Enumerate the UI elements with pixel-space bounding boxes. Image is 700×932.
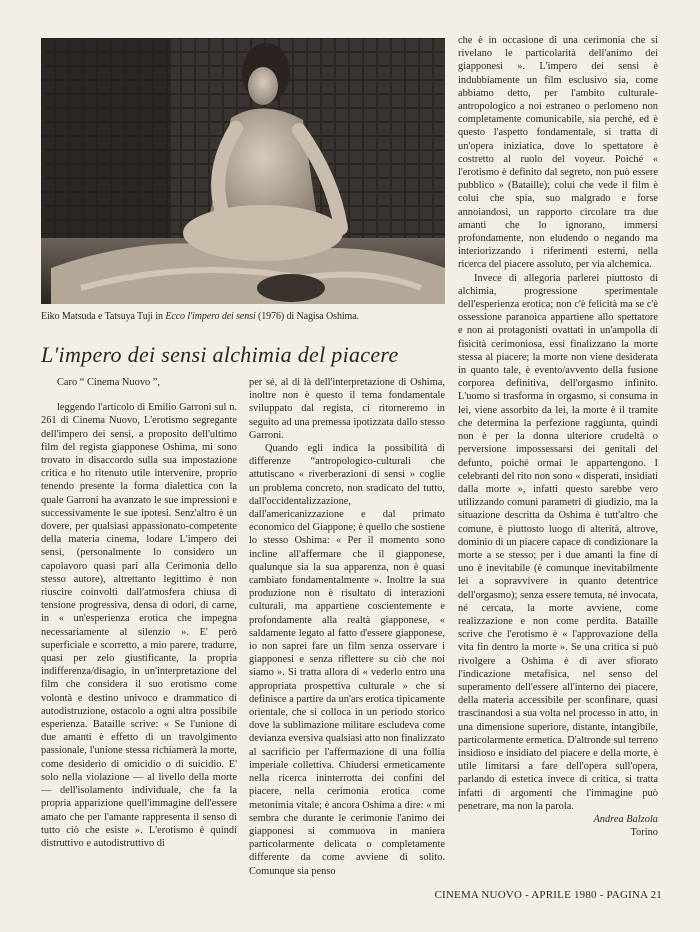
article-headline: L'impero dei sensi alchimia del piacere [41,342,399,367]
letter-salutation: Caro “ Cinema Nuovo ”, [57,377,161,388]
author-city: Torino [630,827,658,839]
column-middle-paragraph-1: per sé, al di là dell'interpretazione di Oshima, inoltre non è questo il tema fondamentale sviluppato dal regista, ci ritorneremo in seguito ad una premessa ipotizzata dallo stesso Garroni. [249,377,445,441]
column-left [41,376,237,850]
photo-caption [41,310,445,323]
column-left-paragraph: leggendo l'articolo di Emilio Garroni sul n. 261 di Cinema Nuovo, L'erotismo segregante dell'impero dei sensi, a proposito dell'ultimo film del regista giapponese Oshima, mi sono trovato in disaccordo sulla sua impostazione critica e ho ritenuto utile intervenire, proprio tenendo presente la forma dialettica con la quale Garroni ha avanzato le sue impressioni e successivamente le sue ipotesi. Senz'altro è un dovere, per qualsiasi appassionato-competente della materia cinema, lodare L'impero dei sensi, (personalmente lo considero un capolavoro quasi pari alla Cerimonia dello stesso autore), altrettanto legittimo è non riuscire coinvolti dall'atmosfera chiusa di tensione progressiva, densa di odori, di carne, in « un'esperienza erotica che impegna necessariamente al silenzio ». E' però superficiale e scorretto, a mio parere, tradurre, quasi per zelo giustificante, la propria indifferenza/disagio, in un'interpretazione del film che considera il suo erotismo come volontà e destino univoco e drammatico di autodistruzione, ostacolo a ogni altra possibile esperienza. Bataille scrive: « Se l'unione di due amanti è effetto di un travolgimento passionale, l'unione stessa richiamerà la morte, come desiderio di omicidio o di suicidio. E' solo nella violazione — al livello della morte — dell'isolamento individuale, che fa la propria apparizione quell'immagine dell'essere amato che per l'amante rappresenta il senso di tutto ciò che esiste ». L'erotismo è quindi distruttivo e autodistruttivo di [41,402,237,849]
author-signature: Andrea Balzola [593,813,658,825]
column-middle [249,376,445,878]
column-middle-paragraph-2: Quando egli indica la possibilità di differenze “antropologico-culturali che attutiscano « riverberazioni di sensi » coglie un problema concreto, non sradicato del tutto, dall'occidentalizzazione, dall'americanizzazione e dal primato economico del Giappone; è quello che sostiene lo stesso Oshima: « Per il momento sono incline all'affermare che il giapponese, qualunque sia la sua apparenza, non è quasi cambiato fondamentalmente ». Inoltre la sua produzione non è risultato di interazioni culturali, ma appartiene coscientemente e profondamente alla realtà giapponese, « saldamente legato al fatto d'essere giapponese, io non saprei fare un film senza osservare i giapponesi e senza riflettere su ciò che noi siamo ». Si tratta allora di « vederlo entro una appropriata prospettiva culturale » che si definisce a partire da un'ars erotica tipicamente orientale, che si colloca in un periodo storico dove la sublimazione militare escludeva come devianza eversiva qualsiasi atto non finalizzato al sacrificio per l'affermazione di una follia imperiale collettiva. Chiudersi ermeticamente nella ricerca ininterrotta dei confini del piacere, nella cerimonia erotica come metonimia vitale; è ancora Oshima a dire: « mi sembra che durante le cerimonie l'animo dei giapponesi si commuova in maniera particolarmente delicata o completamente differente da come avviene di solito. Comunque sia penso [249,443,445,877]
film-still-image [41,38,445,304]
caption-suffix: (1976) di Nagisa Oshima. [255,311,359,322]
column-right [458,34,658,839]
caption-film-title: Ecco l'impero dei sensi [165,311,256,322]
column-right-paragraph-1: che è in occasione di una cerimonia che si rivelano le particolarità dell'animo dei giapponesi ». L'impero dei sensi è indubbiamente un film esclusivo sia, come abbiamo detto, per l'ambito culturale-antropologico a noi estraneo o perlomeno non completamente comunicabile, sia perché, ed è questo l'aspetto fondamentale, si tratta di un'opera iniziatica, dove lo spettatore è costretto al ruolo del voyeur. Poiché « l'erotismo è definito dal segreto, non può essere pubblico » (Bataille); colui che vede il film è colui che spia, suo malgrado e forse annoiandosi, un rapporto circolare tra due amanti che lo ignorano, immersi profondamente, non eludendo o negando ma interiorizzando i riferimenti esterni, nella ricerca del piacere assoluto, per via alchemica. [458,35,658,271]
column-right-paragraph-2: Invece di allegoria parlerei piuttosto di alchimia, progressione sperimentale dell'esperienza erotica; non c'è felicità ma se c'è ossessione paranoica appartiene allo spettatore e non ai protagonisti ovattati in un'ampolla di fisicità cerimoniosa, essi finalizzano la morte stessa al piacere; la morte non viene desiderata in quanto tale, è evento/avvento della fusione corporea definitiva, dell'orgasmo infinito. L'uomo si trasforma in orgasmo, si consuma in lei, viene assorbito da lei, la morte è il tramite che determina la perfezione raggiunta, quindi non è per la donna ulteriore crudeltà o perversione impossessarsi dei genitali del defunto, poiché ormai le appartengono. I celebranti del rito non sono « disperati, insidiati dalla morte », infatti questo sarebbe vero utilizzando comuni parametri di giudizio, ma la situazione descritta da Oshima è tutt'altro che comune, è piuttosto luogo di alterità, altrove, dominio di un piacere capace di condizionare la morte a se stesso; per i due amanti la fine di uno è inevitabile (è comunque inevitabilmente lei a sopravvivere in quanto detentrice dell'orgasmo); senza essere temuta, né invocata, né cercata, la morte avviene, come realizzazione e non come perdita. Bataille scrive che l'erotismo è « l'approvazione della vita fin dentro la morte ». Se una critica si può rivolgere a Oshima è di aver sfiorato l'indicazione metafisica, nel senso del superamento dell'essere all'interno dei piacere, della materia accessibile per sconfinare, quasi trascinandosi a sua volta nel processo in atto, in una dimensione superiore, distante, intangibile, particolarmente ermetica. D'altronde sul terreno insidioso e insidiato del piacere e della morte, è utile limitarsi a fare dell'opera sull'opera, parlando di estetica invece di critica, si tratta infatti di argomenti che l'immagine può penetrare, ma non la parola. [458,272,658,812]
page-footer: CINEMA NUOVO - APRILE 1980 - PAGINA 21 [434,889,662,901]
caption-prefix: Eiko Matsuda e Tatsuya Tuji in [41,311,166,322]
film-still-photo [41,38,445,304]
